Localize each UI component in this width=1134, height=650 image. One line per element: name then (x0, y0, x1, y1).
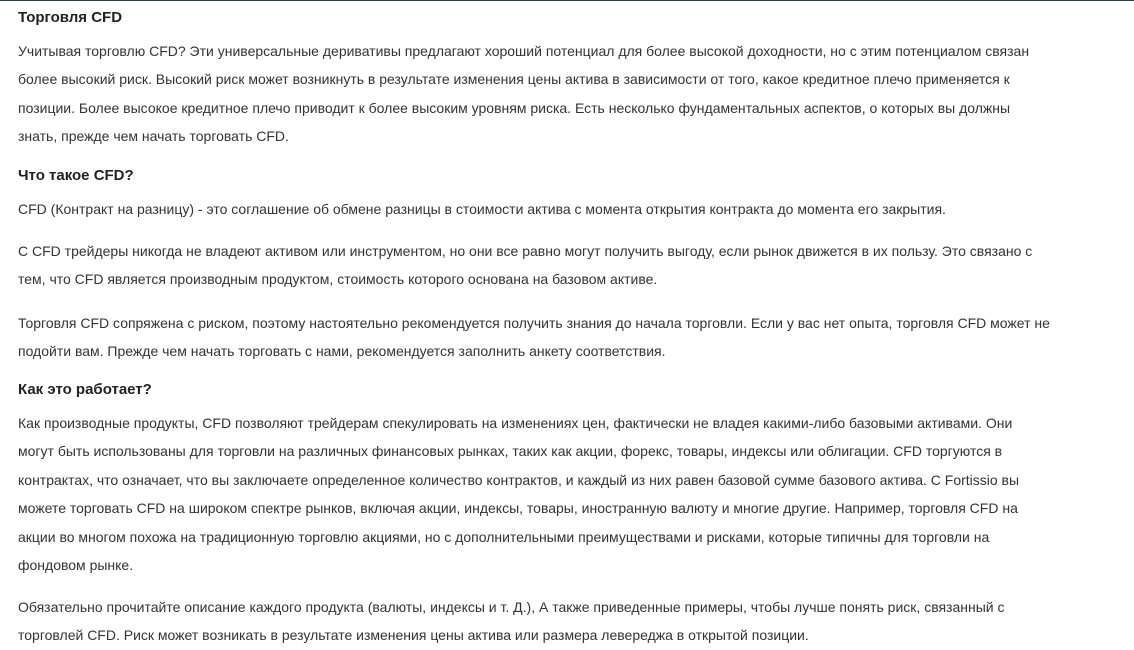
text-line: тем, что CFD является производным продуктом, стоимость которого основана на базовом активе. (18, 271, 658, 288)
text-line: более высокий риск. Высокий риск может возникнуть в результате изменения цены актива в зависимости от того, какое кредитное плечо применяется к (18, 71, 1010, 88)
section-heading-what-is-cfd: Что такое CFD? (18, 167, 134, 184)
text-line: Торговля CFD сопряжена с риском, поэтому настоятельно рекомендуется получить знания до начала торговли. Если у вас нет опыта, торговля CFD может не (18, 315, 1050, 331)
cfd-definition-paragraph (18, 195, 946, 223)
text-line: подойти вам. Прежде чем начать торговать с нами, рекомендуется заполнить анкету соответствия. (18, 343, 666, 360)
text-line: акции во многом похожа на традиционную торговлю акциями, но с дополнительными преимуществами и рисками, которые типичны для торговли на (18, 528, 990, 545)
section-heading-how-it-works: Как это работает? (18, 381, 152, 398)
text-line: контрактах, что означает, что вы заключаете определенное количество контрактов, и каждый из них равен базовой сумме базового актива. С Fortissio вы (18, 471, 1020, 488)
cfd-risk-paragraph (18, 309, 1050, 366)
text-line: фондовом рынке. (18, 557, 134, 574)
text-line: Учитывая торговлю CFD? Эти универсальные деривативы предлагают хороший потенциал для более высокой доходности, но с этим потенциалом связан (18, 43, 1030, 59)
text-line: С CFD трейдеры никогда не владеют активом или инструментом, но они все равно могут получить выгоду, если рынок движется в их пользу. Это связано с (18, 243, 1033, 259)
text-line: Как производные продукты, CFD позволяют трейдерам спекулировать на изменениях цен, фактически не владея какими-либо базовыми активами. Они (18, 415, 1013, 431)
cfd-ownership-paragraph (18, 237, 1032, 294)
text-line: позиции. Более высокое кредитное плечо приводит к более высоким уровням риска. Есть несколько фундаментальных аспектов, о которых вы должны (18, 99, 1011, 116)
text-line: могут быть использованы для торговли на различных финансовых рынках, таких как акции, форекс, товары, индексы или облигации. CFD торгуются в (18, 443, 1003, 460)
text-line: CFD (Контракт на разницу) - это соглашение об обмене разницы в стоимости актива с момента открытия контракта до момента его закрытия. (18, 201, 946, 217)
article (0, 1, 1134, 650)
text-line: можете торговать CFD на широком спектре рынков, включая акции, индексы, товары, иностранную валюту и многие другие. Например, торговля CFD на (18, 500, 1018, 517)
how-it-works-paragraph (18, 409, 1019, 579)
intro-paragraph (18, 37, 1029, 151)
text-line: торговлей CFD. Риск может возникать в результате изменения цены актива или размера левереджа в открытой позиции. (18, 627, 809, 644)
product-description-paragraph (18, 593, 1005, 650)
text-line: Обязательно прочитайте описание каждого продукта (валюты, индексы и т. Д.), А также приведенные примеры, чтобы лучше понять риск, связанный с (18, 599, 1005, 615)
text-line: знать, прежде чем начать торговать CFD. (18, 128, 289, 145)
article-title: Торговля CFD (18, 9, 123, 26)
